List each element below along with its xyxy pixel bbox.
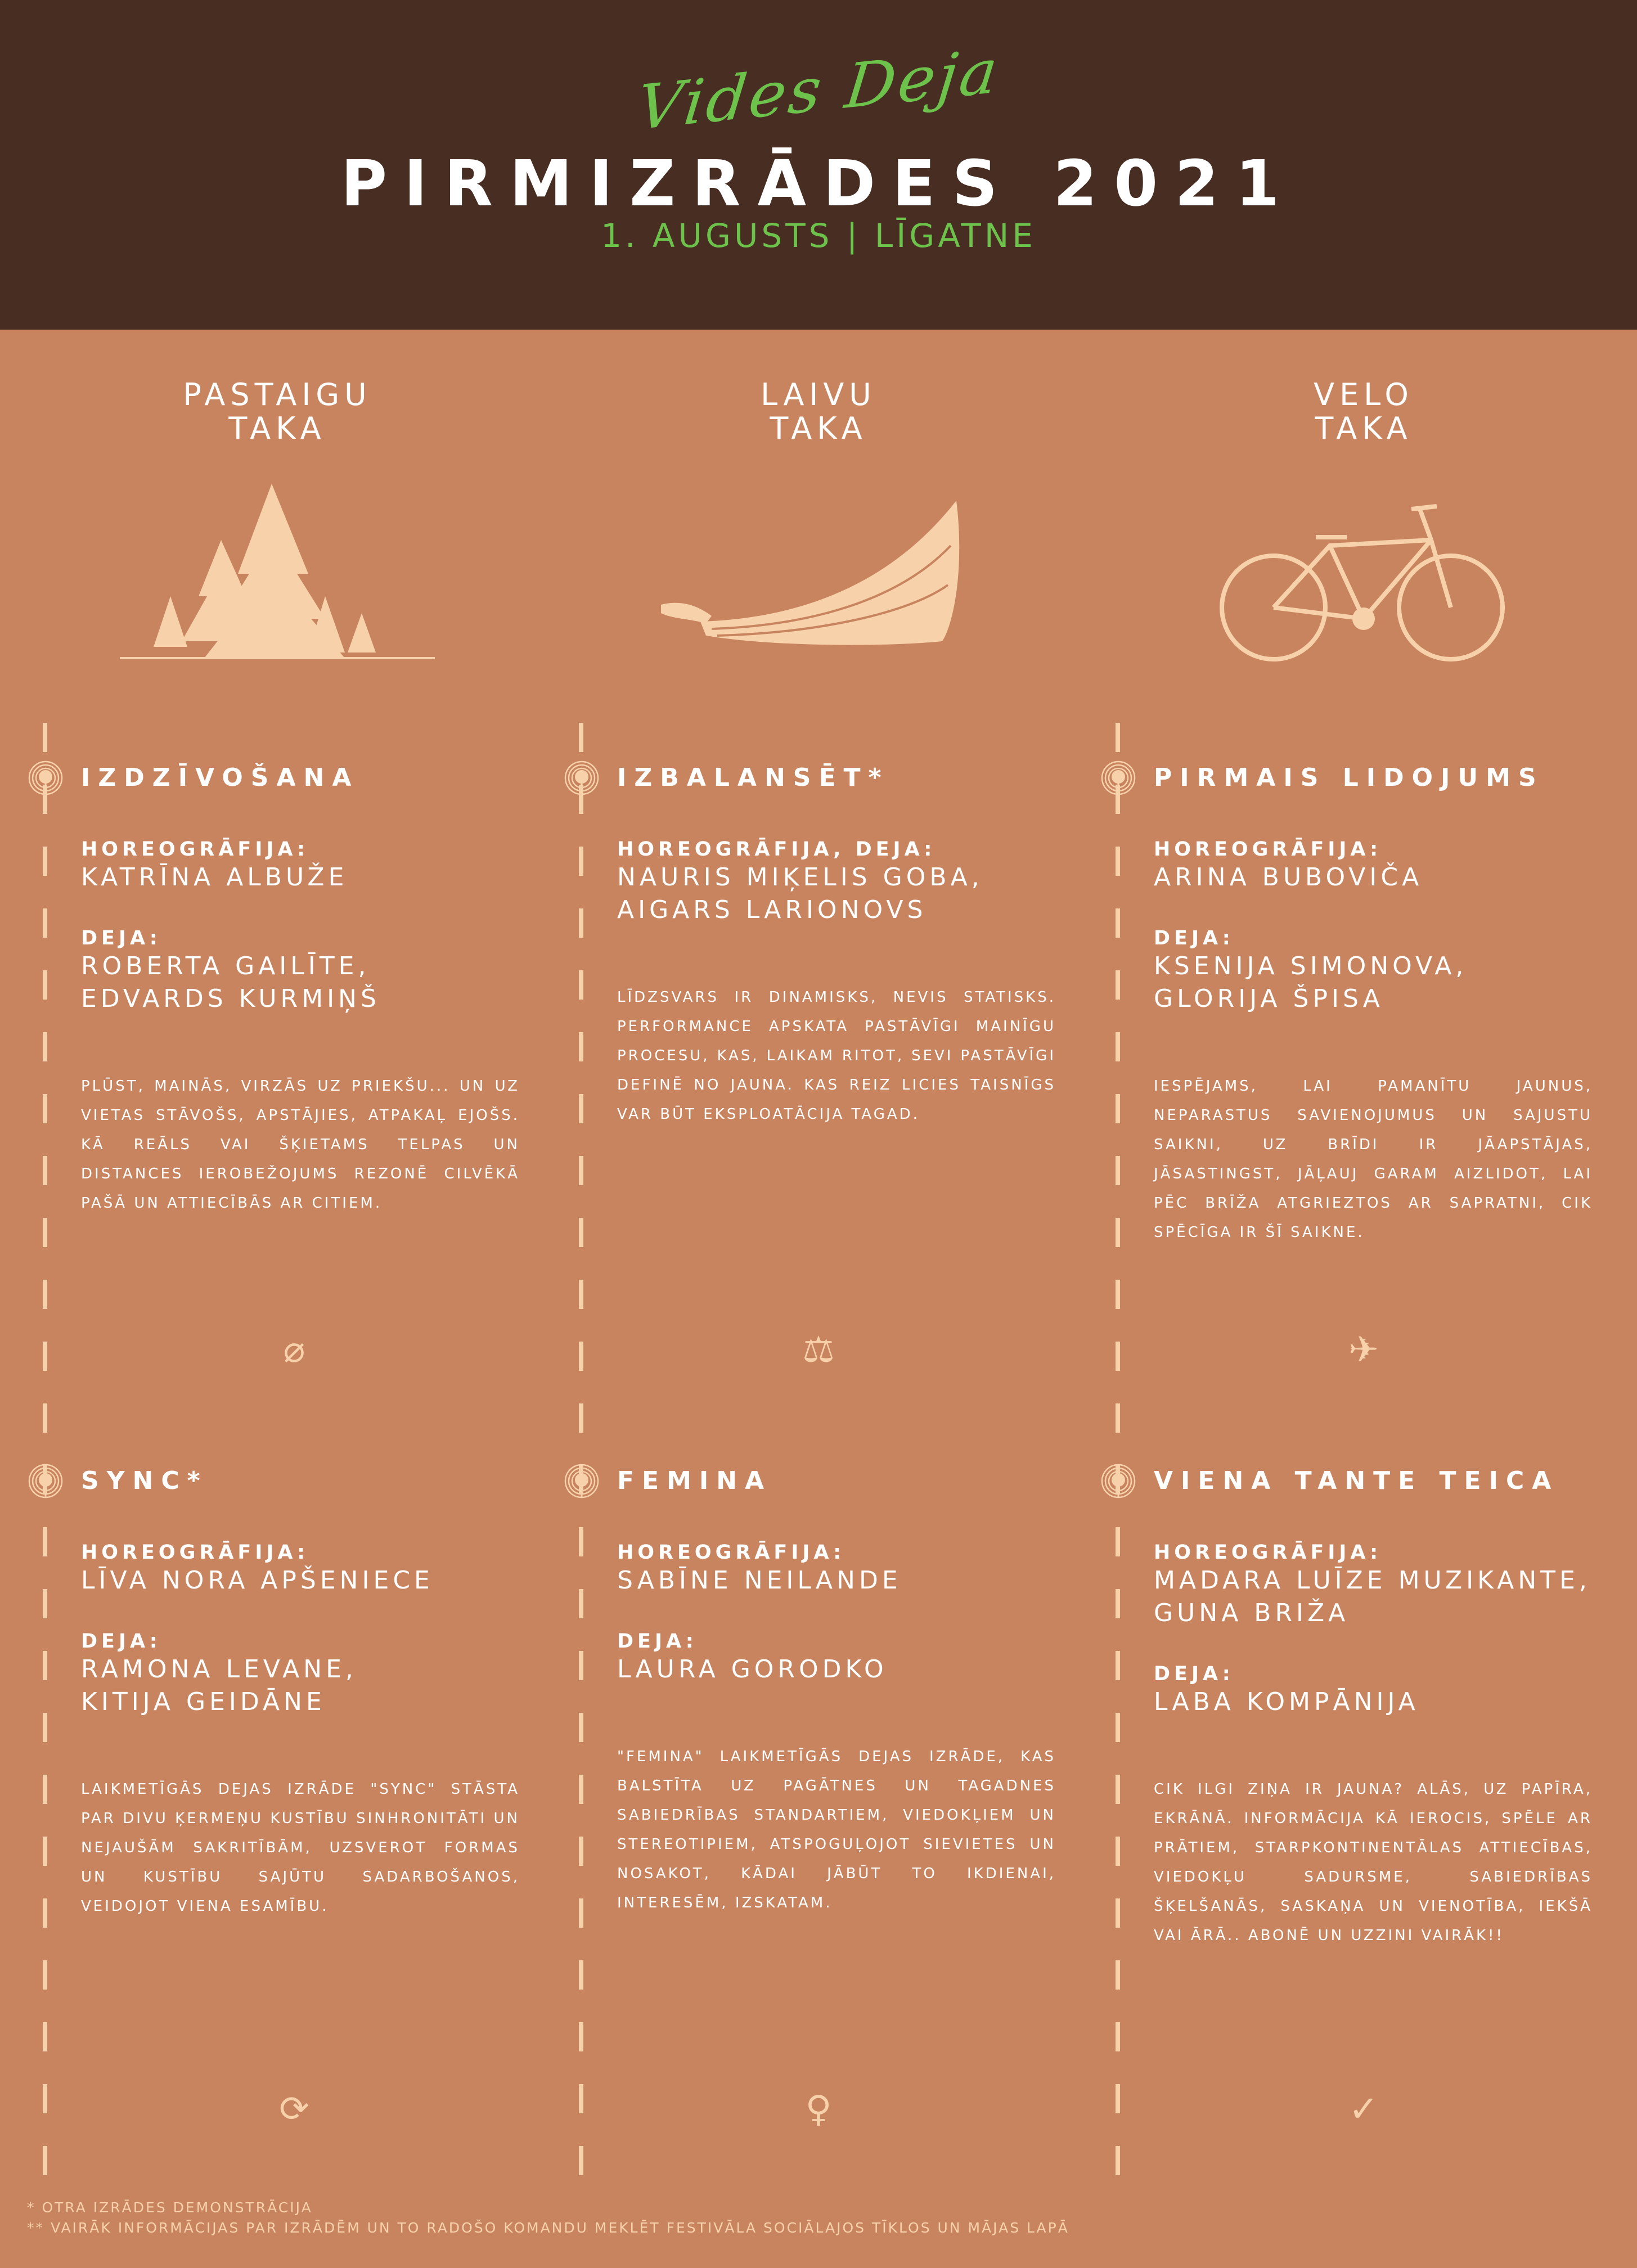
target-icon (1100, 1463, 1136, 1499)
dashed-divider (1116, 723, 1120, 2185)
performance-description: CIK ILGI ZIŅA IR JAUNA? ALĀS, UZ PAPĪRA, EKRĀNĀ. INFORMĀCIJA KĀ IEROCIS, SPĒLE AR PRĀTIEM, STARPKONTINENTĀLAS ATTIECĪBAS, VIEDOKĻU SADURSME, SABIEDRĪBAS ŠĶELŠANĀS, SASKAŅA UN VIENOTĪBA, IEKŠĀ VAI ĀRĀ.. ABONĒ UN UZZINI VAIRĀK!! (1154, 1781, 1593, 1944)
performance-description: IESPĒJAMS, LAI PAMANĪTU JAUNUS, NEPARASTUS SAVIENOJUMUS UN SAJUSTU SAIKNI, UZ BRĪDI IR JĀAPSTĀJAS, JĀSASTINGST, JĀĻAUJ GARAM AIZLIDOT, LAI PĒC BRĪŽA ATGRIEZTOS AR SAPRATNI, CIK SPĒCĪGA IR ŠĪ SAIKNE. (1154, 1078, 1593, 1241)
performance-title: FEMINA (617, 1466, 772, 1495)
event-date-location: 1. AUGUSTS | LĪGATNE (601, 217, 1036, 255)
performance-card (81, 762, 520, 1218)
role-label: DEJA: (81, 1630, 161, 1653)
dashed-divider (579, 723, 583, 2185)
performance-title: PIRMAIS LIDOJUMS (1154, 763, 1544, 792)
role-name: RAMONA LEVANE, (81, 1655, 357, 1684)
trail-header (1110, 378, 1617, 446)
role-name: AIGARS LARIONOVS (617, 896, 927, 924)
performance-card (1154, 762, 1593, 1247)
logo-vides-deja: Vides Deja (633, 35, 1004, 144)
role-name: NAURIS MIĶELIS GOBA, (617, 863, 983, 892)
role-name: KITIJA GEIDĀNE (81, 1688, 326, 1716)
role-label: HOREOGRĀFIJA: (1154, 838, 1382, 861)
target-icon (564, 1463, 600, 1499)
trail-name: PASTAIGU (183, 377, 372, 412)
role-label: HOREOGRĀFIJA: (617, 1541, 846, 1564)
performance-title: IZDZĪVOŠANA (81, 763, 359, 792)
performance-card (617, 762, 1056, 1129)
forest-icon (109, 478, 446, 669)
header-banner (0, 0, 1637, 330)
role-name: EDVARDS KURMIŅŠ (81, 984, 380, 1013)
role-name: LABA KOMPĀNIJA (1154, 1688, 1419, 1716)
role-label: DEJA: (1154, 927, 1234, 950)
role-label: DEJA: (617, 1630, 698, 1653)
footnote-2: ** VAIRĀK INFORMĀCIJAS PAR IZRĀDĒM UN TO RADOŠO KOMANDU MEKLĒT FESTIVĀLA SOCIĀLAJOS TĪKLOS UN MĀJAS LAPĀ (27, 2220, 1069, 2236)
performance-title: IZBALANSĒT* (617, 763, 889, 792)
target-icon (564, 760, 600, 796)
performance-title: SYNC* (81, 1466, 208, 1495)
boat-icon (650, 478, 987, 669)
trail-header (24, 378, 530, 446)
performance-description: PLŪST, MAINĀS, VIRZĀS UZ PRIEKŠU... UN UZ VIETAS STĀVOŠS, APSTĀJIES, ATPAKAĻ EJOŠS. KĀ REĀLS VAI ŠĶIETAMS TELPAS UN DISTANCES IEROBEŽOJUMS REZONĒ CILVĒKĀ PAŠĀ UN ATTIECĪBĀS AR CITIEM. (81, 1078, 520, 1212)
role-label: HOREOGRĀFIJA: (81, 838, 309, 861)
role-name: KATRĪNA ALBUŽE (81, 863, 348, 892)
trail-suffix: TAKA (770, 411, 867, 446)
performance-card (617, 1465, 1056, 1918)
target-icon (28, 760, 64, 796)
check-circle-icon: ✓ (1348, 2089, 1379, 2130)
role-name: GUNA BRIŽA (1154, 1599, 1350, 1627)
role-name: LĪVA NORA APŠENIECE (81, 1566, 434, 1595)
performance-title: VIENA TANTE TEICA (1154, 1466, 1559, 1495)
role-name: MADARA LUĪZE MUZIKANTE, (1154, 1566, 1591, 1595)
performance-card (81, 1465, 520, 1921)
role-name: KSENIJA SIMONOVA, (1154, 952, 1468, 980)
performance-card (1154, 1465, 1593, 1950)
role-label: DEJA: (1154, 1663, 1234, 1685)
trail-header (565, 378, 1072, 446)
role-label: DEJA: (81, 927, 161, 950)
role-name: GLORIJA ŠPISA (1154, 984, 1384, 1013)
bicycle-icon (1195, 478, 1532, 669)
female-icon: ♀ (805, 2089, 832, 2130)
target-icon (1100, 760, 1136, 796)
role-name: ROBERTA GAILĪTE, (81, 952, 370, 980)
trail-name: LAIVU (761, 377, 876, 412)
footnote-1: * OTRA IZRĀDES DEMONSTRĀCIJA (27, 2199, 313, 2216)
dashed-divider (43, 723, 47, 2185)
role-name: SABĪNE NEILANDE (617, 1566, 902, 1595)
role-label: HOREOGRĀFIJA, DEJA: (617, 838, 936, 861)
page-title: PIRMIZRĀDES 2021 (340, 147, 1297, 220)
performance-description: LAIKMETĪGĀS DEJAS IZRĀDE "SYNC" STĀSTA PAR DIVU ĶERMEŅU KUSTĪBU SINHRONITĀTI UN NEJAUŠĀM SAKRITĪBĀM, UZSVEROT FORMAS UN KUSTĪBU SAJŪTU SADARBOŠANOS, VEIDOJOT VIENA ESAMĪBU. (81, 1781, 520, 1915)
role-name: ARINA BUBOVIČA (1154, 863, 1423, 892)
performance-description: LĪDZSVARS IR DINAMISKS, NEVIS STATISKS. PERFORMANCE APSKATA PASTĀVĪGI MAINĪGU PROCESU, KAS, LAIKAM RITOT, SEVI PASTĀVĪGI DEFINĒ NO JAUNA. KAS REIZ LICIES TAISNĪGS VAR BŪT EKSPLOATĀCIJA TAGAD. (617, 989, 1056, 1123)
performance-description: "FEMINA" LAIKMETĪGĀS DEJAS IZRĀDE, KAS BALSTĪTA UZ PAGĀTNES UN TAGADNES SABIEDRĪBAS STANDARTIEM, VIEDOKĻIEM UN STEREOTIPIEM, ATSPOGUĻOJOT SIEVIETES UN NOSAKOT, KĀDAI JĀBŪT TO IKDIENAI, INTERESĒM, IZSKATAM. (617, 1748, 1056, 1911)
trail-suffix: TAKA (228, 411, 326, 446)
trail-suffix: TAKA (1315, 411, 1413, 446)
airplane-icon: ✈ (1348, 1329, 1379, 1371)
scales-icon: ⚖ (802, 1329, 835, 1371)
role-name: LAURA GORODKO (617, 1655, 888, 1684)
target-icon (28, 1463, 64, 1499)
trail-name: VELO (1314, 377, 1414, 412)
sync-icon: ⟳ (279, 2089, 309, 2130)
role-label: HOREOGRĀFIJA: (1154, 1541, 1382, 1564)
satellite-icon: ⌀ (283, 1329, 305, 1371)
role-label: HOREOGRĀFIJA: (81, 1541, 309, 1564)
